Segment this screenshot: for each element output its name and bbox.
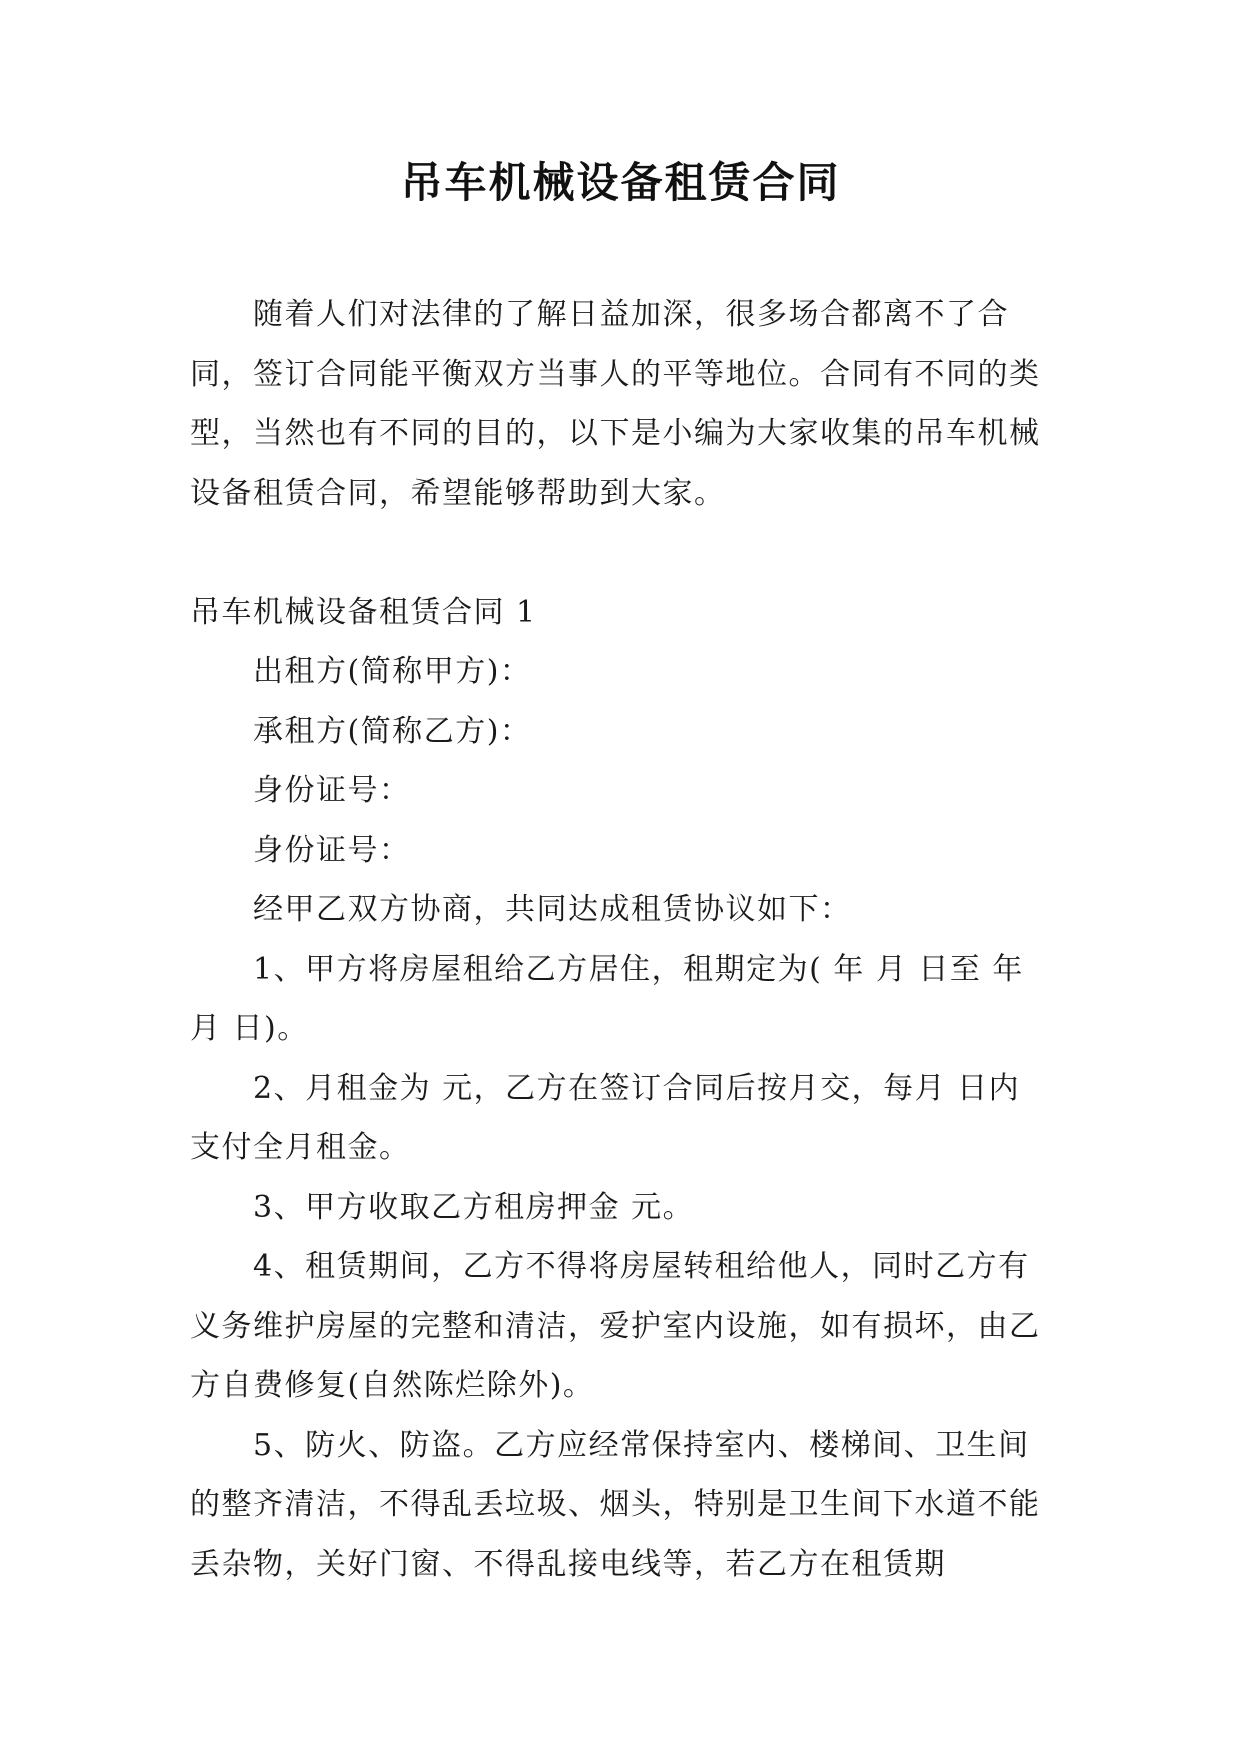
lessor-line: 出租方(简称甲方)： [253,654,532,689]
document-title: 吊车机械设备租赁合同 [400,158,841,207]
lessee-line: 承租方(简称乙方)： [253,713,532,749]
clause-paragraph: 4、租赁期间，乙方不得将房屋转租给他人，同时乙方有义务维护房屋的完整和清洁，爱护室内设施，如有损坏，由乙方自费修复(自然陈烂除外)。 [190,1249,1041,1403]
document-body [190,285,1050,1594]
section-heading: 吊车机械设备租赁合同 1 [190,594,537,630]
paragraph-spacer [190,523,1050,583]
agreement-lead: 经甲乙双方协商，共同达成租赁协议如下： [253,892,852,927]
clause-paragraph: 3、甲方收取乙方租房押金 元。 [253,1189,695,1225]
clause-paragraph: 1、甲方将房屋租给乙方居住，租期定为( 年 月 日至 年 月 日)。 [190,951,1024,1046]
intro-paragraph: 随着人们对法律的了解日益加深，很多场合都离不了合同，签订合同能平衡双方当事人的平等地位。合同有不同的类型，当然也有不同的目的，以下是小编为大家收集的吊车机械设备租赁合同，希望能够帮助到大家。 [190,297,1041,511]
clause-paragraph: 5、防火、防盗。乙方应经常保持室内、楼梯间、卫生间的整齐清洁，不得乱丢垃圾、烟头，特别是卫生间下水道不能丢杂物，关好门窗、不得乱接电线等，若乙方在租赁期 [190,1427,1041,1582]
id-number-line: 身份证号： [253,832,411,868]
clause-paragraph: 2、月租金为 元，乙方在签订合同后按月交，每月 日内支付全月租金。 [190,1070,1021,1165]
id-number-line: 身份证号： [253,773,411,808]
